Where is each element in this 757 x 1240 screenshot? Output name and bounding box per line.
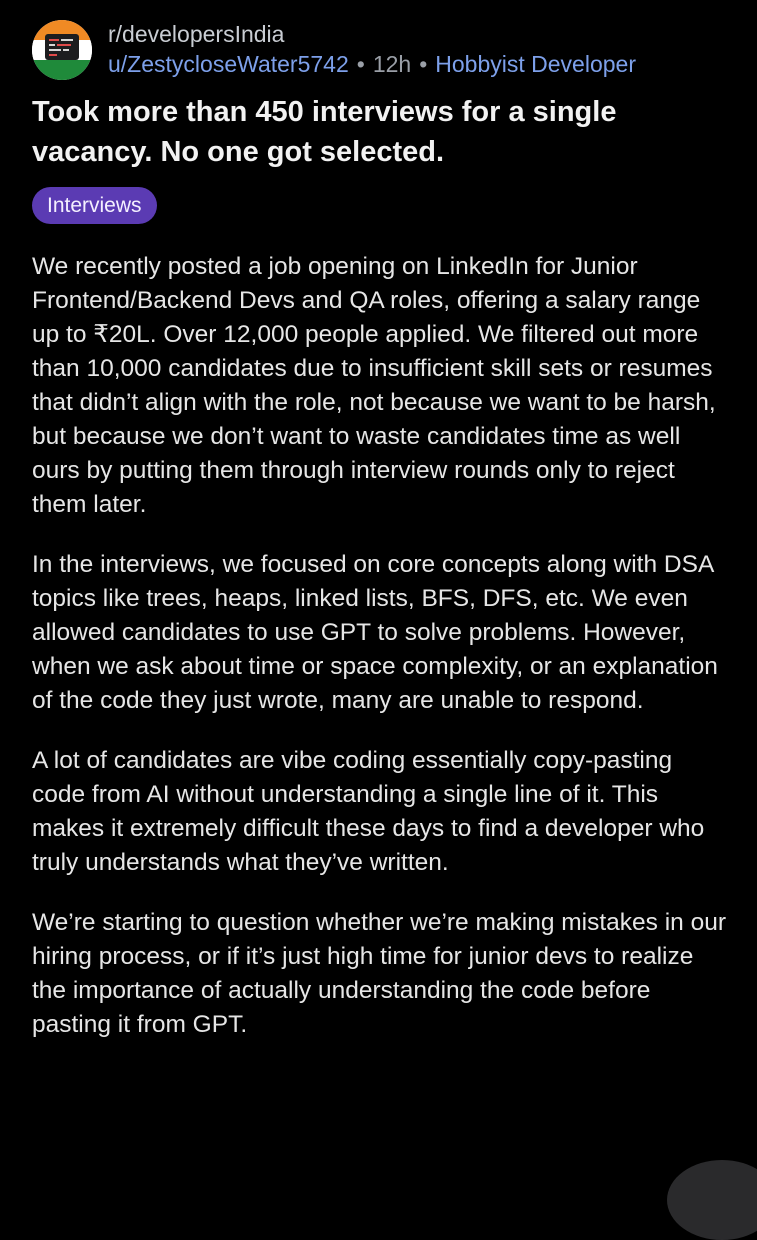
post-paragraph: We’re starting to question whether we’re making mistakes in our hiring process, or if it’s just high time for junior devs to realize the importance of actually understanding the code before pasting it from GPT.: [32, 909, 727, 1038]
subreddit-name[interactable]: r/developersIndia: [108, 21, 285, 47]
post-meta: [108, 20, 728, 78]
author-flair: Hobbyist Developer: [435, 51, 636, 77]
floating-action-button[interactable]: [667, 1160, 757, 1240]
separator-dot: •: [356, 51, 365, 77]
post-byline: [108, 50, 728, 78]
subreddit-avatar-icon[interactable]: [32, 20, 92, 80]
separator-dot: •: [419, 51, 428, 77]
post-header: [32, 20, 732, 80]
post-body: [32, 250, 732, 1068]
post-paragraph: We recently posted a job opening on LinkedIn for Junior Frontend/Backend Devs and QA roles, offering a salary range up to ₹20L. Over 12,000 people applied. We filtered out more than 10,000 candidates due to insufficient skill sets or resumes that didn’t align with the role, not because we want to be harsh, but because we don’t want to waste candidates time as well ours by putting them through interview rounds only to reject them later.: [32, 253, 716, 518]
author-link[interactable]: u/ZestycloseWater5742: [108, 51, 349, 77]
post-title[interactable]: Took more than 450 interviews for a single vacancy. No one got selected.: [32, 96, 617, 168]
post-flair-badge[interactable]: Interviews: [32, 187, 157, 224]
post-paragraph: A lot of candidates are vibe coding essentially copy-pasting code from AI without understanding a single line of it. This makes it extremely difficult these days to find a developer who truly understands what they’ve written.: [32, 747, 705, 876]
post-time: 12h: [372, 51, 412, 77]
post-paragraph: In the interviews, we focused on core concepts along with DSA topics like trees, heaps, linked lists, BFS, DFS, etc. We even allowed candidates to use GPT to solve problems. However, when we ask about time or space complexity, or an explanation of the code they just wrote, many are unable to respond.: [32, 551, 718, 714]
